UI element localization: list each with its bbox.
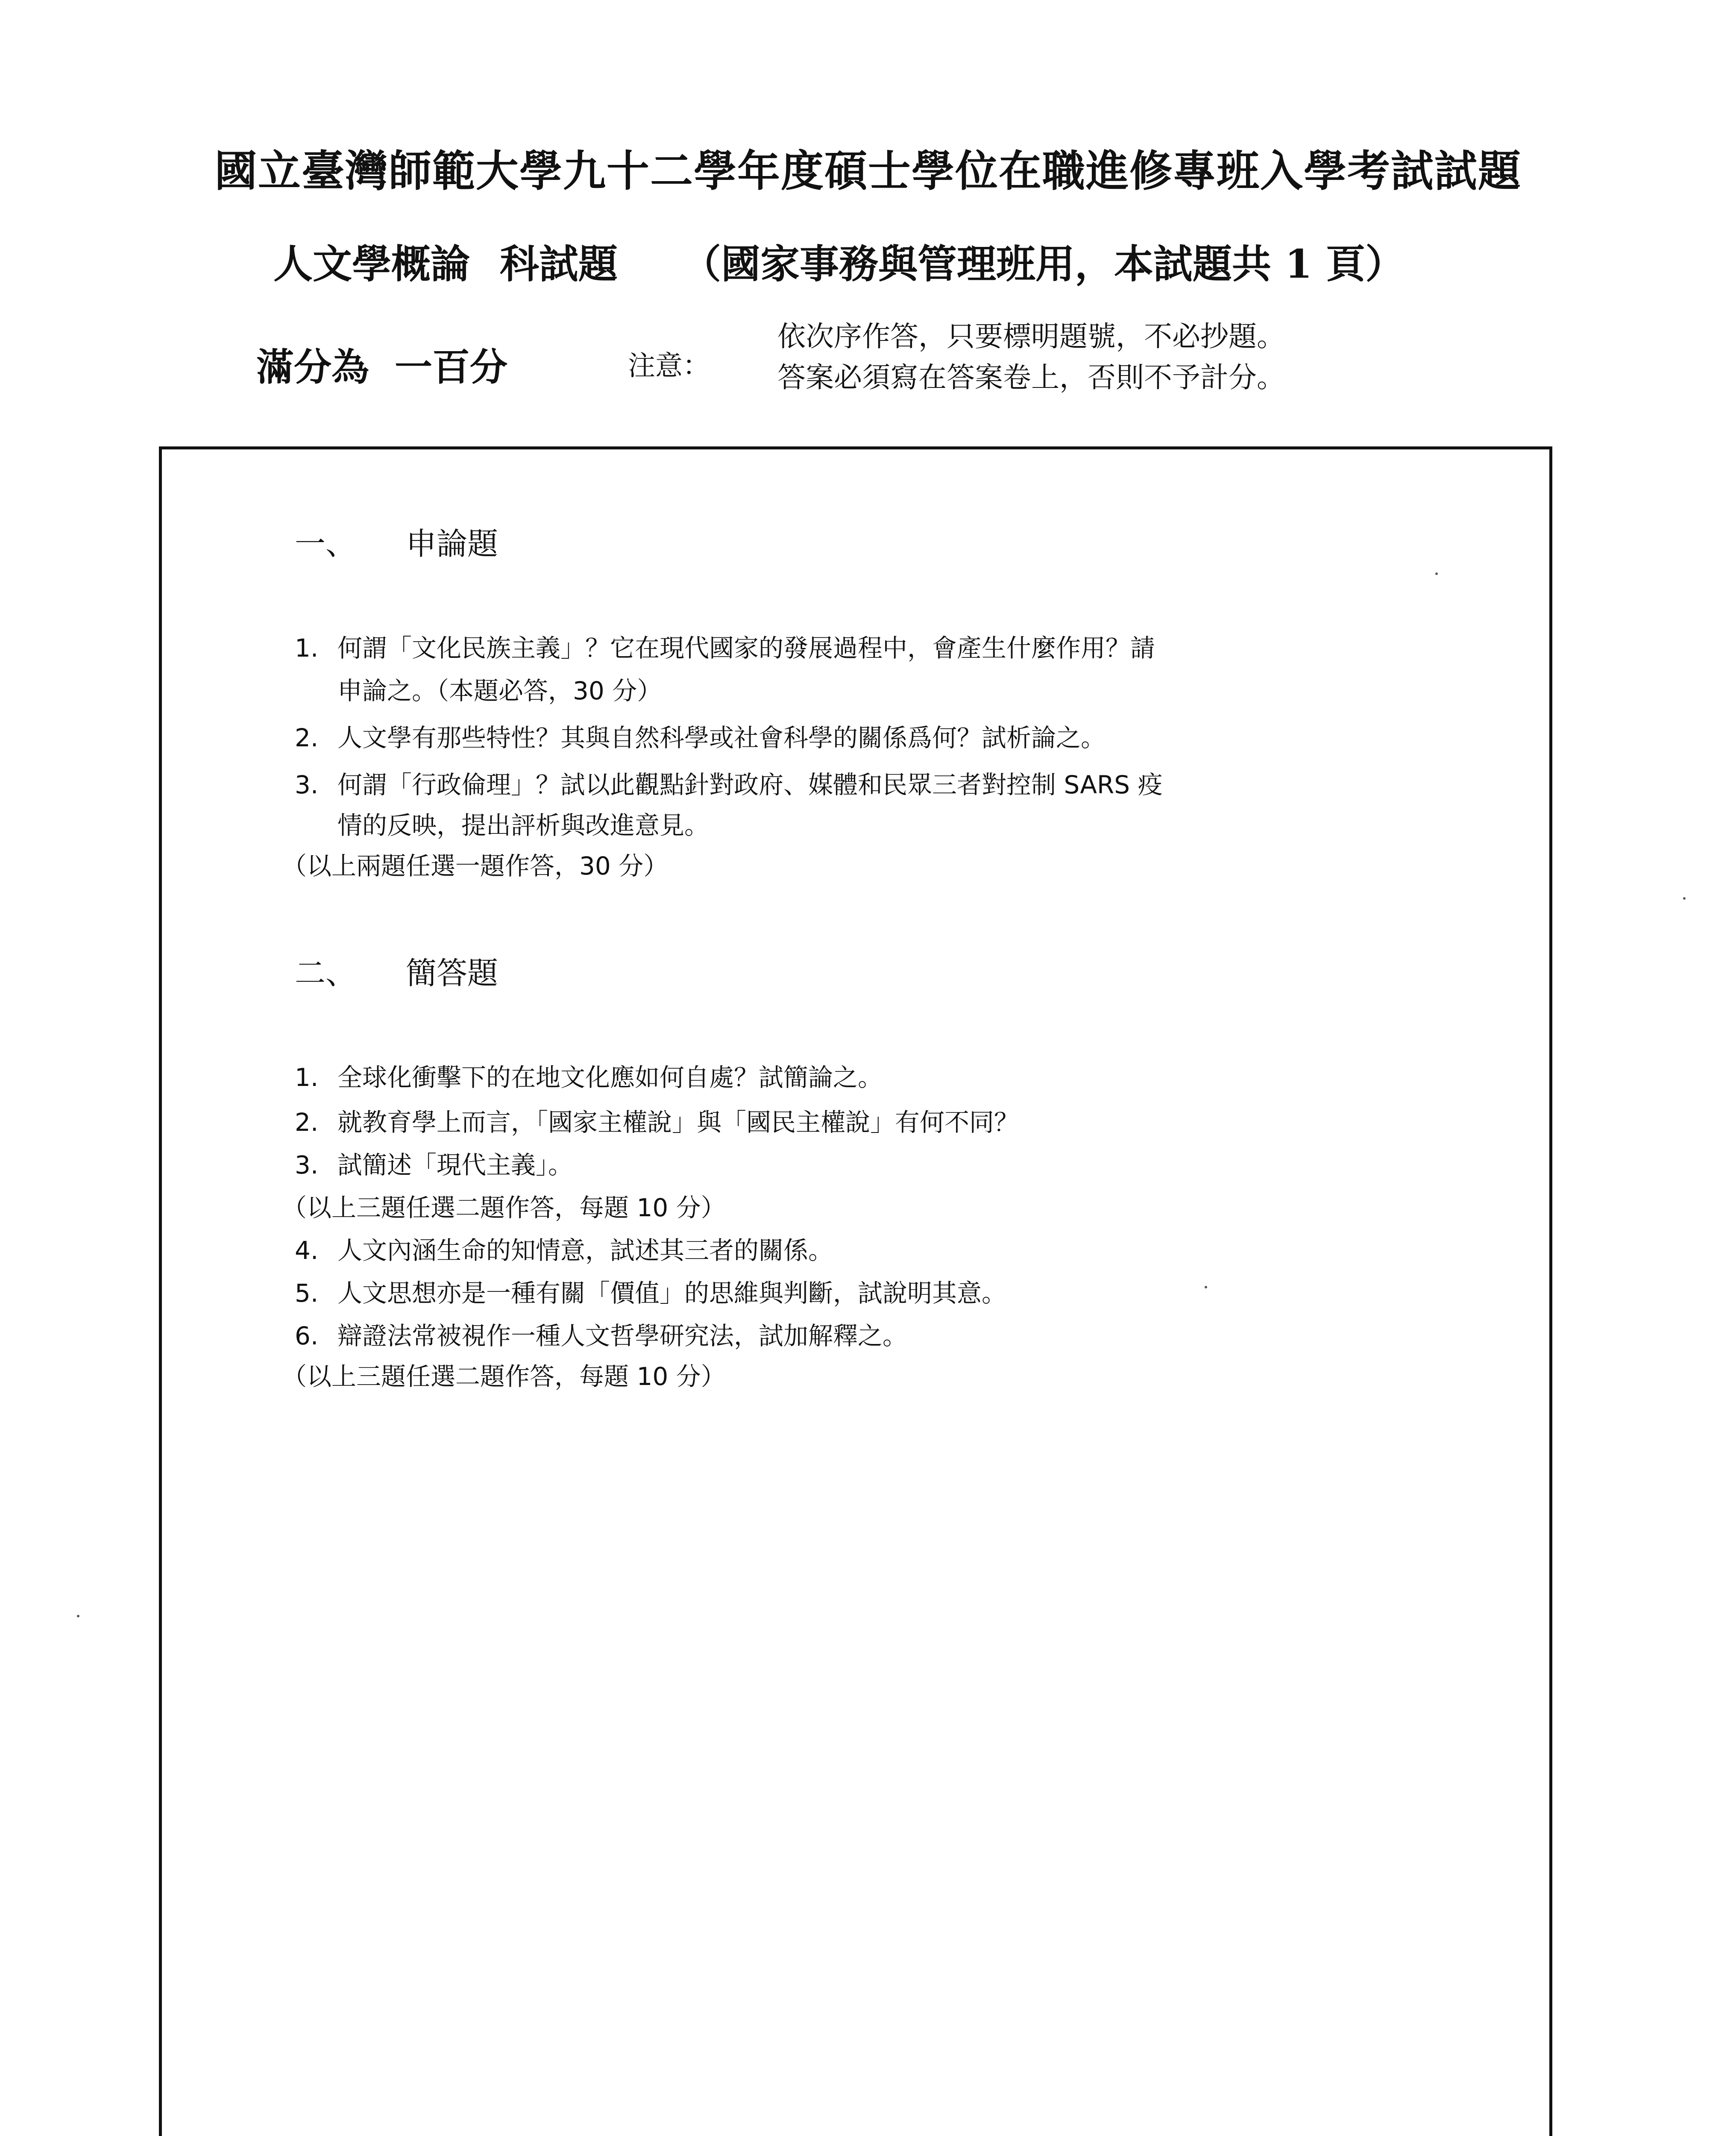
- section-number: 二、: [295, 955, 357, 991]
- question-number: 1.: [295, 1063, 319, 1092]
- question-number: 3.: [295, 770, 319, 799]
- question-text: 何謂「文化民族主義」？它在現代國家的發展過程中，會產生什麼作用？請: [337, 634, 1155, 663]
- question-number: 6.: [295, 1321, 319, 1350]
- notice-line: 答案必須寫在答案卷上，否則不予計分。: [777, 361, 1285, 394]
- score-label: 滿分為: [256, 345, 369, 389]
- section-number: 一、: [295, 526, 357, 562]
- question-item: [295, 718, 1106, 754]
- scan-speck: [1435, 572, 1438, 575]
- section-heading: [295, 948, 498, 993]
- question-text: 就教育學上而言，「國家主權說」與「國民主權說」有何不同？: [337, 1108, 1019, 1137]
- notice-label: 注意：: [628, 350, 710, 382]
- section-note: （以上三題任選二題作答，每題 10 分）: [282, 1362, 726, 1391]
- question-text: 何謂「行政倫理」？試以此觀點針對政府、媒體和民眾三者對控制 SARS 疫: [337, 770, 1163, 799]
- question-item: [295, 1273, 1006, 1309]
- section-note: （以上兩題任選一題作答，30 分）: [282, 851, 669, 880]
- notice-line: 依次序作答，只要標明題號，不必抄題。: [777, 320, 1285, 353]
- question-text: 人文內涵生命的知情意，試述其三者的關係。: [337, 1236, 833, 1265]
- exam-title: 國立臺灣師範大學九十二學年度碩士學位在職進修專班入學考試試題: [214, 146, 1522, 196]
- section-note: （以上三題任選二題作答，每題 10 分）: [282, 1193, 726, 1222]
- section-title: 簡答題: [406, 955, 499, 991]
- section-title: 申論題: [406, 526, 499, 562]
- question-number: 2.: [295, 723, 319, 752]
- section-heading: [295, 519, 498, 563]
- question-text-cont: 申論之。（本題必答，30 分）: [337, 676, 662, 705]
- subject-name: 人文學概論: [273, 241, 470, 287]
- question-item: [295, 628, 1155, 664]
- question-text: 試簡述「現代主義」。: [337, 1150, 573, 1179]
- question-text-cont: 情的反映，提出評析與改進意見。: [337, 811, 710, 840]
- question-number: 3.: [295, 1150, 319, 1179]
- question-item: [295, 1316, 907, 1352]
- scan-speck: [1683, 897, 1686, 900]
- notice-block: [777, 316, 1285, 398]
- question-text: 辯證法常被視作一種人文哲學研究法，試加解釋之。: [337, 1321, 908, 1350]
- scan-speck: [77, 1615, 79, 1617]
- scan-speck: [1205, 1286, 1207, 1288]
- question-text: 全球化衝擊下的在地文化應如何自處？試簡論之。: [337, 1063, 883, 1092]
- question-text: 人文學有那些特性？其與自然科學或社會科學的關係爲何？試析論之。: [337, 723, 1106, 752]
- question-number: 1.: [295, 634, 319, 663]
- full-score: [256, 337, 507, 391]
- question-number: 2.: [295, 1108, 319, 1137]
- question-number: 4.: [295, 1236, 319, 1265]
- question-item: [295, 765, 1163, 801]
- question-item: [295, 1057, 883, 1093]
- question-item: [295, 1230, 833, 1266]
- question-number: 5.: [295, 1279, 319, 1308]
- subject-line: [273, 233, 1405, 289]
- subject-note: （國家事務與管理班用，本試題共 1 頁）: [682, 241, 1405, 287]
- question-item: [295, 1145, 573, 1181]
- question-text: 人文思想亦是一種有關「價值」的思維與判斷，試說明其意。: [337, 1279, 1007, 1308]
- question-item: [295, 1102, 1019, 1138]
- subject-suffix: 科試題: [500, 241, 618, 287]
- score-value: 一百分: [395, 345, 508, 389]
